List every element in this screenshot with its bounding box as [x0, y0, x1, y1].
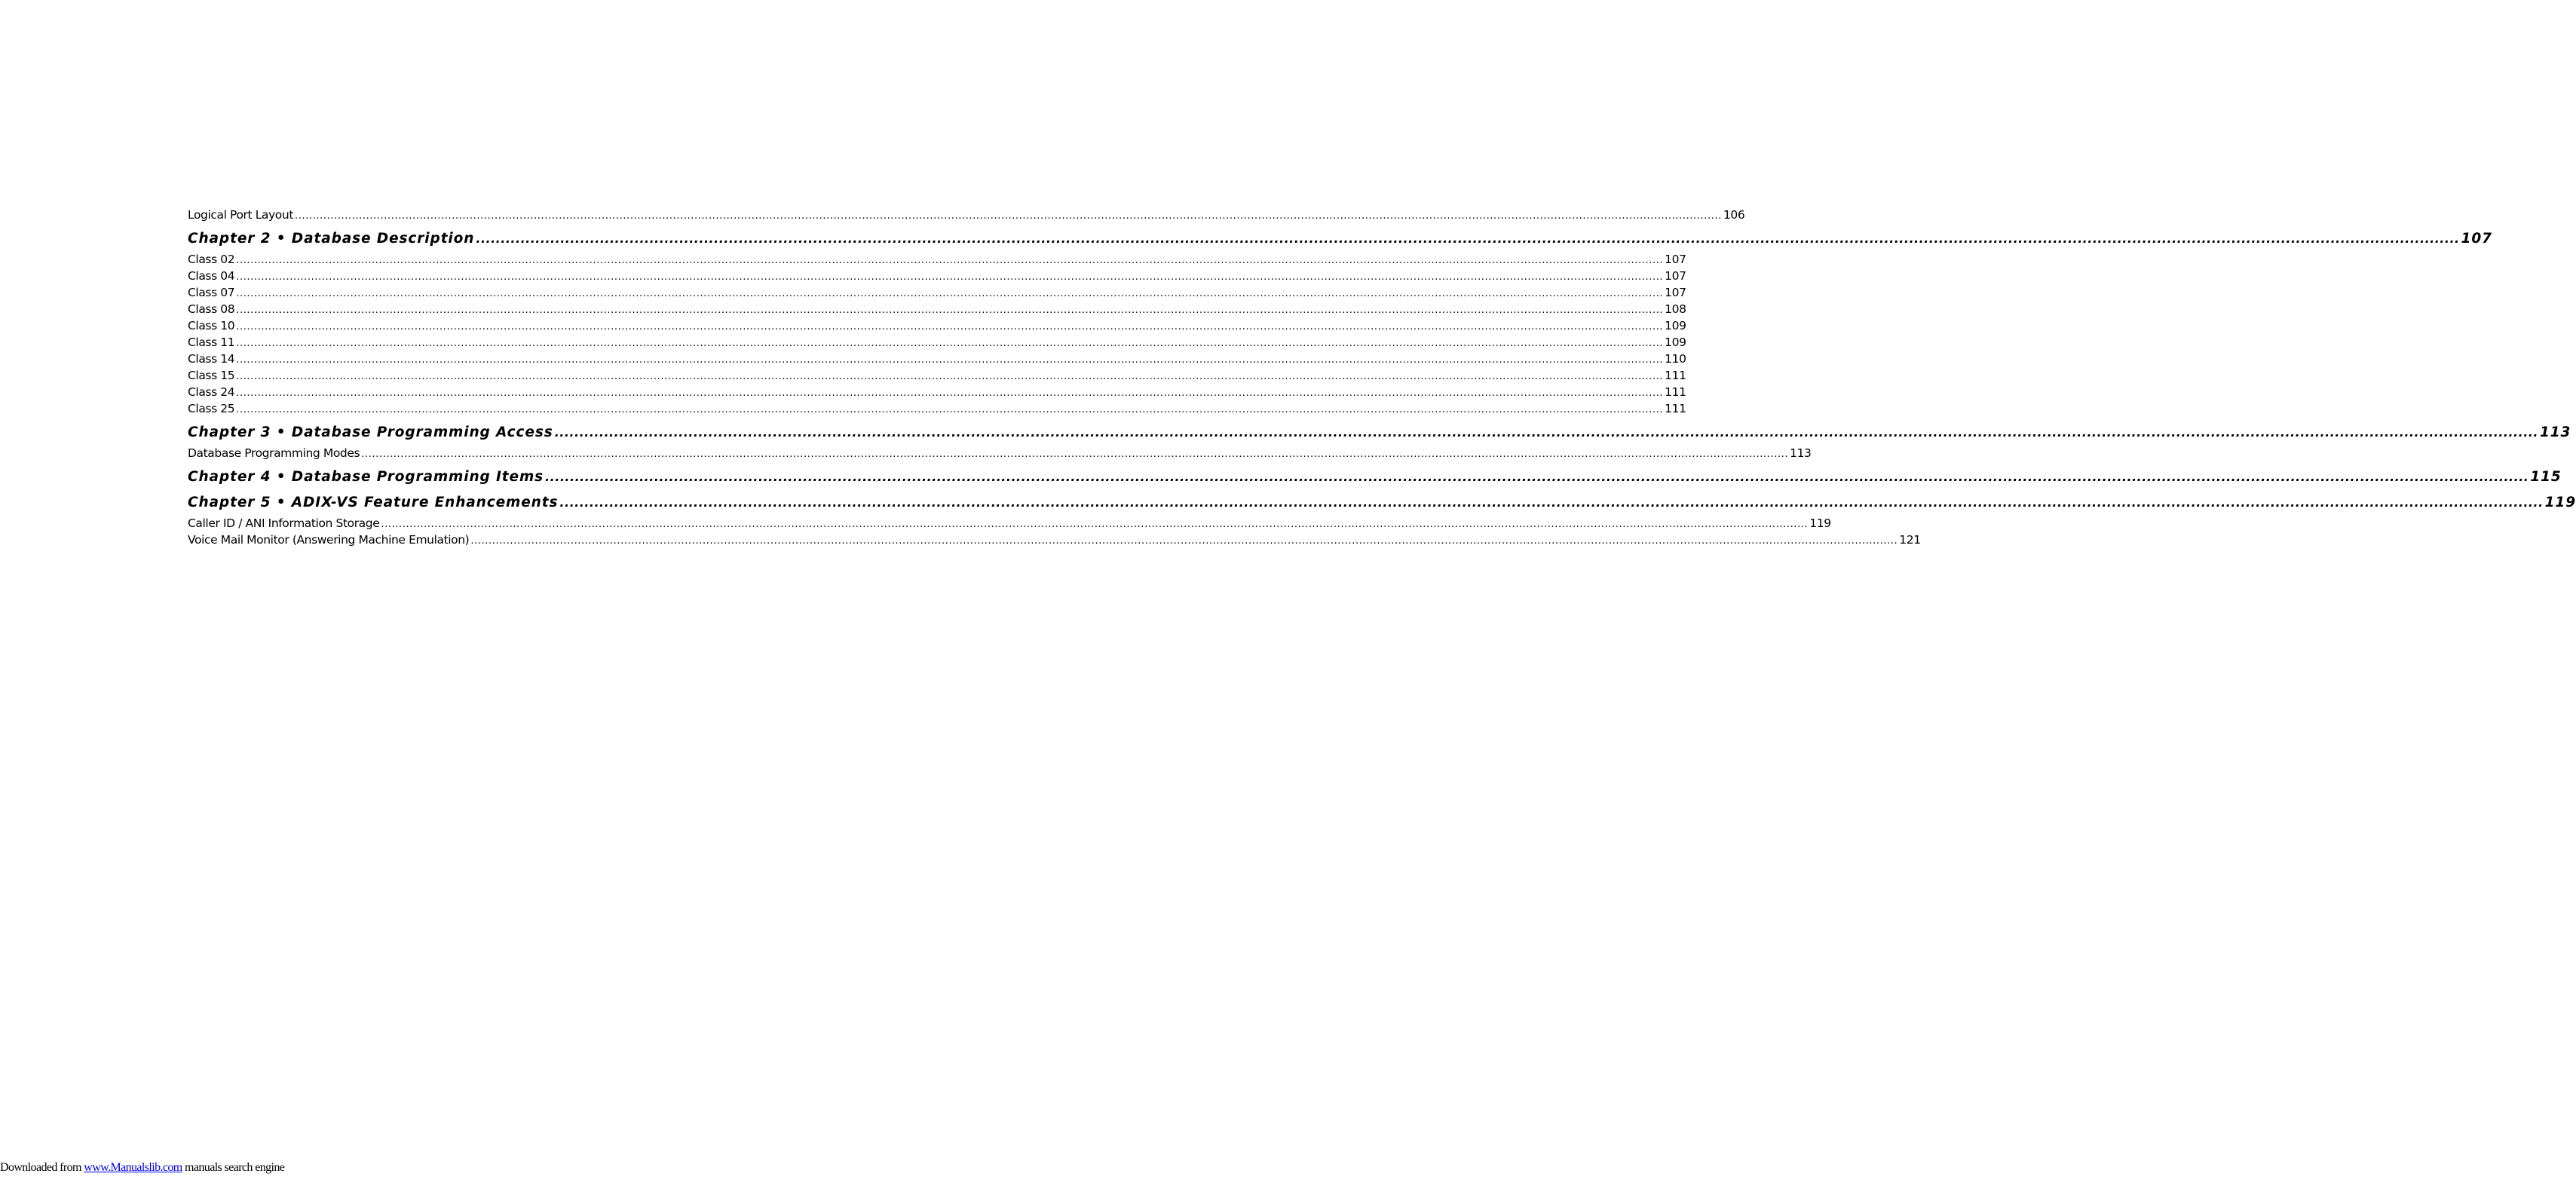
dot-leader: ................................................................................................................................................................................................................................................................................................................................................................................................................: [361, 449, 1789, 460]
toc-entry-label: Class 02: [188, 253, 235, 266]
dot-leader: ................................................................................................................................................................................................................................................................................................................................................................................................................: [236, 404, 1664, 415]
toc-chapter-heading[interactable]: [188, 467, 2562, 487]
manualslib-link[interactable]: www.Manualslib.com: [84, 1161, 182, 1174]
toc-entry-label: Class 04: [188, 269, 235, 283]
dot-leader: ................................................................................................................................................................................................................................................................................................................................................................................................................: [236, 338, 1664, 349]
toc-entry-label: Class 08: [188, 302, 235, 316]
toc-entry-page: 111: [1665, 385, 1686, 399]
footer-prefix: Downloaded from: [0, 1161, 84, 1174]
toc-chapter-heading[interactable]: [188, 423, 2571, 443]
toc-entry-label: Database Programming Modes: [188, 446, 360, 460]
toc-entry-label: Chapter 3 • Database Programming Access: [188, 424, 553, 440]
toc-chapter-heading[interactable]: [188, 229, 2492, 249]
toc-entry-label: Class 07: [188, 286, 235, 299]
toc-entry-page: 107: [1665, 269, 1686, 283]
dot-leader: ................................................................................................................................................................................................................................................................................................................................................................................................................: [476, 231, 2460, 246]
toc-entry-page: 113: [2539, 424, 2571, 440]
toc-entry-label: Chapter 2 • Database Description: [188, 231, 475, 247]
toc-entry[interactable]: [188, 284, 1686, 301]
dot-leader: ................................................................................................................................................................................................................................................................................................................................................................................................................: [236, 271, 1664, 283]
toc-entry[interactable]: [188, 317, 1686, 334]
dot-leader: ................................................................................................................................................................................................................................................................................................................................................................................................................: [559, 495, 2544, 510]
toc-entry[interactable]: [188, 334, 1686, 351]
dot-leader: ................................................................................................................................................................................................................................................................................................................................................................................................................: [554, 425, 2538, 440]
toc-entry-page: 107: [2461, 231, 2492, 247]
toc-entry[interactable]: [188, 207, 1745, 223]
dot-leader: ................................................................................................................................................................................................................................................................................................................................................................................................................: [545, 470, 2529, 484]
dot-leader: ................................................................................................................................................................................................................................................................................................................................................................................................................: [236, 321, 1664, 332]
dot-leader: ................................................................................................................................................................................................................................................................................................................................................................................................................: [236, 354, 1664, 366]
dot-leader: ................................................................................................................................................................................................................................................................................................................................................................................................................: [236, 371, 1664, 382]
toc-entry-label: Voice Mail Monitor (Answering Machine Emulation): [188, 533, 470, 547]
toc-entry-label: Class 10: [188, 319, 235, 332]
toc-entry-page: 115: [2530, 469, 2562, 485]
toc-entry-label: Class 14: [188, 352, 235, 366]
toc-entry-page: 109: [1665, 319, 1686, 332]
toc-entry-label: Class 11: [188, 336, 235, 349]
toc-entry-page: 111: [1665, 369, 1686, 382]
dot-leader: ................................................................................................................................................................................................................................................................................................................................................................................................................: [381, 519, 1809, 530]
toc-entry-label: Class 15: [188, 369, 235, 382]
dot-leader: ................................................................................................................................................................................................................................................................................................................................................................................................................: [236, 255, 1664, 266]
toc-entry-page: 119: [2544, 495, 2576, 510]
toc-entry-page: 113: [1790, 446, 1812, 460]
toc-entry-label: Caller ID / ANI Information Storage: [188, 516, 380, 530]
toc-entry[interactable]: [188, 515, 1831, 532]
toc-entry-page: 121: [1899, 533, 1921, 547]
toc-entry-label: Class 25: [188, 402, 235, 415]
toc-entry-label: Logical Port Layout: [188, 208, 293, 222]
footer-suffix: manuals search engine: [182, 1161, 285, 1174]
toc-entry[interactable]: [188, 384, 1686, 400]
toc-entry-label: Class 24: [188, 385, 235, 399]
toc-entry-label: Chapter 5 • ADIX-VS Feature Enhancements: [188, 495, 559, 510]
toc-entry[interactable]: [188, 268, 1686, 284]
download-footer: [0, 1161, 284, 1175]
toc-entry[interactable]: [188, 532, 1921, 548]
dot-leader: ................................................................................................................................................................................................................................................................................................................................................................................................................: [236, 388, 1664, 399]
toc-entry[interactable]: [188, 251, 1686, 268]
toc-entry-label: Chapter 4 • Database Programming Items: [188, 469, 544, 485]
table-of-contents: [188, 207, 2576, 548]
dot-leader: ................................................................................................................................................................................................................................................................................................................................................................................................................: [295, 210, 1722, 222]
toc-entry[interactable]: [188, 367, 1686, 384]
dot-leader: ................................................................................................................................................................................................................................................................................................................................................................................................................: [236, 305, 1664, 316]
toc-entry-page: 108: [1665, 302, 1686, 316]
toc-entry-page: 111: [1665, 402, 1686, 415]
toc-entry[interactable]: [188, 445, 1812, 461]
toc-entry-page: 109: [1665, 336, 1686, 349]
toc-entry-page: 106: [1723, 208, 1745, 222]
toc-entry-page: 119: [1809, 516, 1831, 530]
toc-entry-page: 107: [1665, 286, 1686, 299]
toc-entry[interactable]: [188, 351, 1686, 367]
toc-entry-page: 110: [1665, 352, 1686, 366]
toc-entry[interactable]: [188, 301, 1686, 317]
toc-entry-page: 107: [1665, 253, 1686, 266]
dot-leader: ................................................................................................................................................................................................................................................................................................................................................................................................................: [236, 288, 1664, 299]
toc-entry[interactable]: [188, 400, 1686, 417]
dot-leader: ................................................................................................................................................................................................................................................................................................................................................................................................................: [470, 535, 1898, 547]
toc-chapter-heading[interactable]: [188, 493, 2576, 513]
